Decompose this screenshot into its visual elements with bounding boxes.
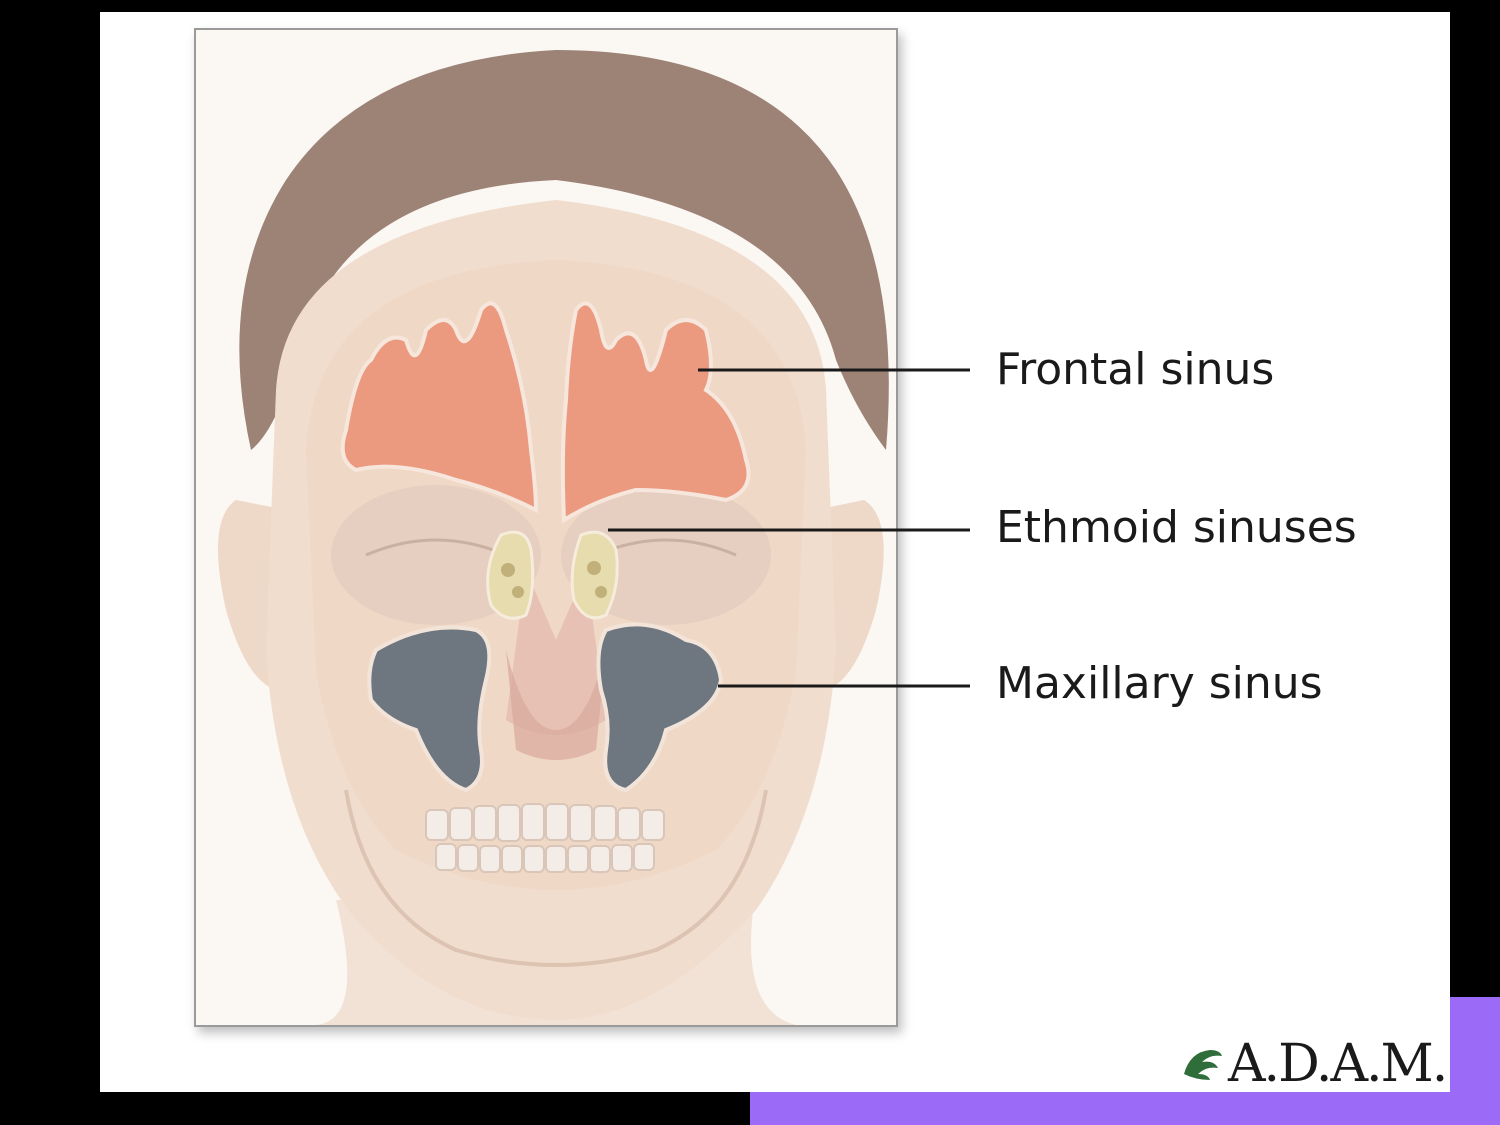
ethmoid-sinuses-label: Ethmoid sinuses bbox=[996, 502, 1357, 553]
slide bbox=[100, 12, 1450, 1092]
leaf-icon bbox=[1180, 1044, 1224, 1084]
logo-text: A.D.A.M. bbox=[1228, 1034, 1447, 1094]
maxillary-sinus-label: Maxillary sinus bbox=[996, 658, 1323, 709]
frontal-sinus-label: Frontal sinus bbox=[996, 344, 1275, 395]
adam-logo bbox=[1180, 1020, 1447, 1094]
